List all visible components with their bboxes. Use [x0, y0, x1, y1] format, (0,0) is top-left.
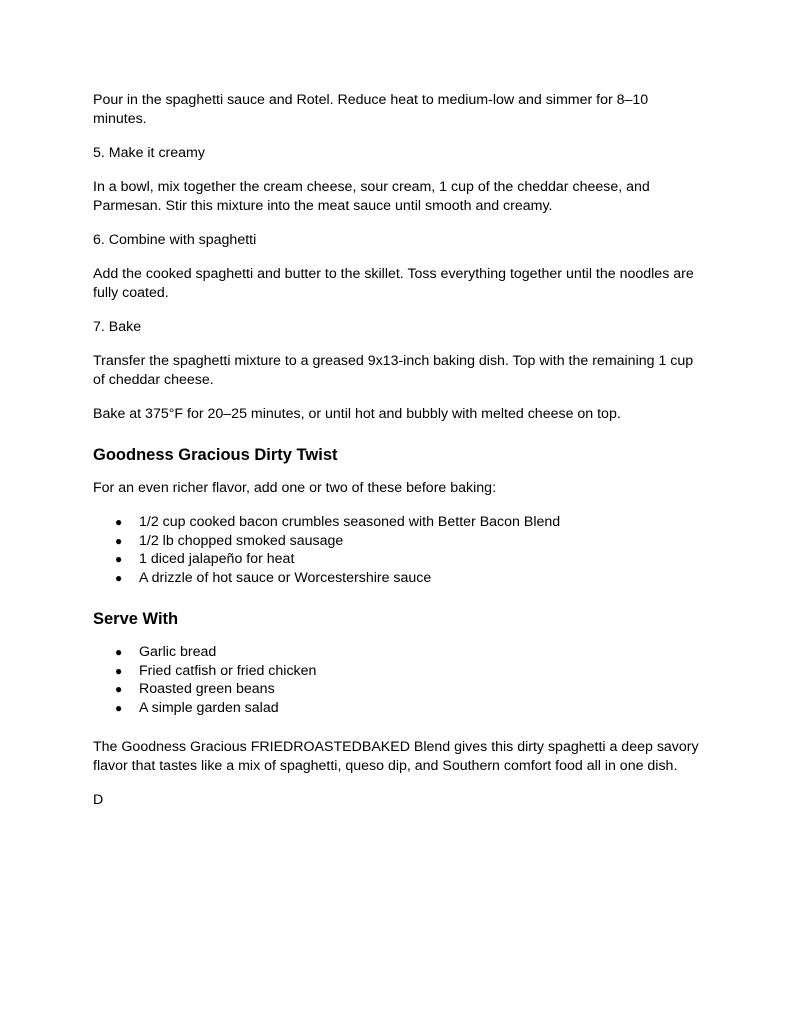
list-item: ● 1/2 lb chopped smoked sausage: [115, 532, 344, 549]
twist-intro: For an even richer flavor, add one or two of these before baking:: [93, 480, 497, 496]
twist-heading: Goodness Gracious Dirty Twist: [93, 446, 338, 464]
paragraph-simmer: Pour in the spaghetti sauce and Rotel. Reduce heat to medium-low and simmer for 8–10 minutes.: [93, 92, 649, 127]
list-item: ● A simple garden salad: [115, 699, 279, 716]
bullet-icon: ●: [115, 552, 123, 567]
paragraph-transfer: Transfer the spaghetti mixture to a greased 9x13-inch baking dish. Top with the remaining 1 cup of cheddar cheese.: [93, 353, 694, 388]
list-item: ● Roasted green beans: [115, 681, 275, 698]
bullet-icon: ●: [115, 533, 123, 548]
serve-heading: Serve With: [93, 609, 179, 628]
bullet-icon: ●: [115, 700, 123, 715]
list-item: ● Fried catfish or fried chicken: [115, 662, 317, 679]
bullet-icon: ●: [115, 663, 123, 678]
list-item: ● 1/2 cup cooked bacon crumbles seasoned with Better Bacon Blend: [115, 514, 561, 530]
trailing-text: D: [93, 791, 104, 808]
closing-paragraph: The Goodness Gracious FRIEDROASTEDBAKED Blend gives this dirty spaghetti a deep savory flavor that tastes like a mix of spaghetti, queso dip, and Southern comfort food all in one dish.: [93, 738, 699, 774]
step-6-heading: 6. Combine with spaghetti: [93, 232, 257, 248]
list-item: ● 1 diced jalapeño for heat: [115, 551, 295, 568]
step-5-heading: 5. Make it creamy: [93, 145, 205, 161]
step-7-heading: 7. Bake: [93, 319, 142, 335]
list-item: ● Garlic bread: [115, 643, 217, 660]
bullet-icon: ●: [115, 682, 123, 697]
bullet-icon: ●: [115, 644, 123, 659]
list-item: ● A drizzle of hot sauce or Worcestershire sauce: [115, 570, 432, 587]
bullet-icon: ●: [115, 515, 123, 529]
serve-list: [93, 643, 705, 718]
document-page: [93, 91, 705, 825]
paragraph-combine: Add the cooked spaghetti and butter to the skillet. Toss everything together until the noodles are fully coated.: [93, 266, 694, 301]
bullet-icon: ●: [115, 571, 123, 586]
twist-list: [93, 513, 705, 588]
paragraph-bake: Bake at 375°F for 20–25 minutes, or until hot and bubbly with melted cheese on top.: [93, 406, 621, 422]
paragraph-creamy: In a bowl, mix together the cream cheese, sour cream, 1 cup of the cheddar cheese, and Parmesan. Stir this mixture into the meat sauce until smooth and creamy.: [93, 179, 650, 214]
